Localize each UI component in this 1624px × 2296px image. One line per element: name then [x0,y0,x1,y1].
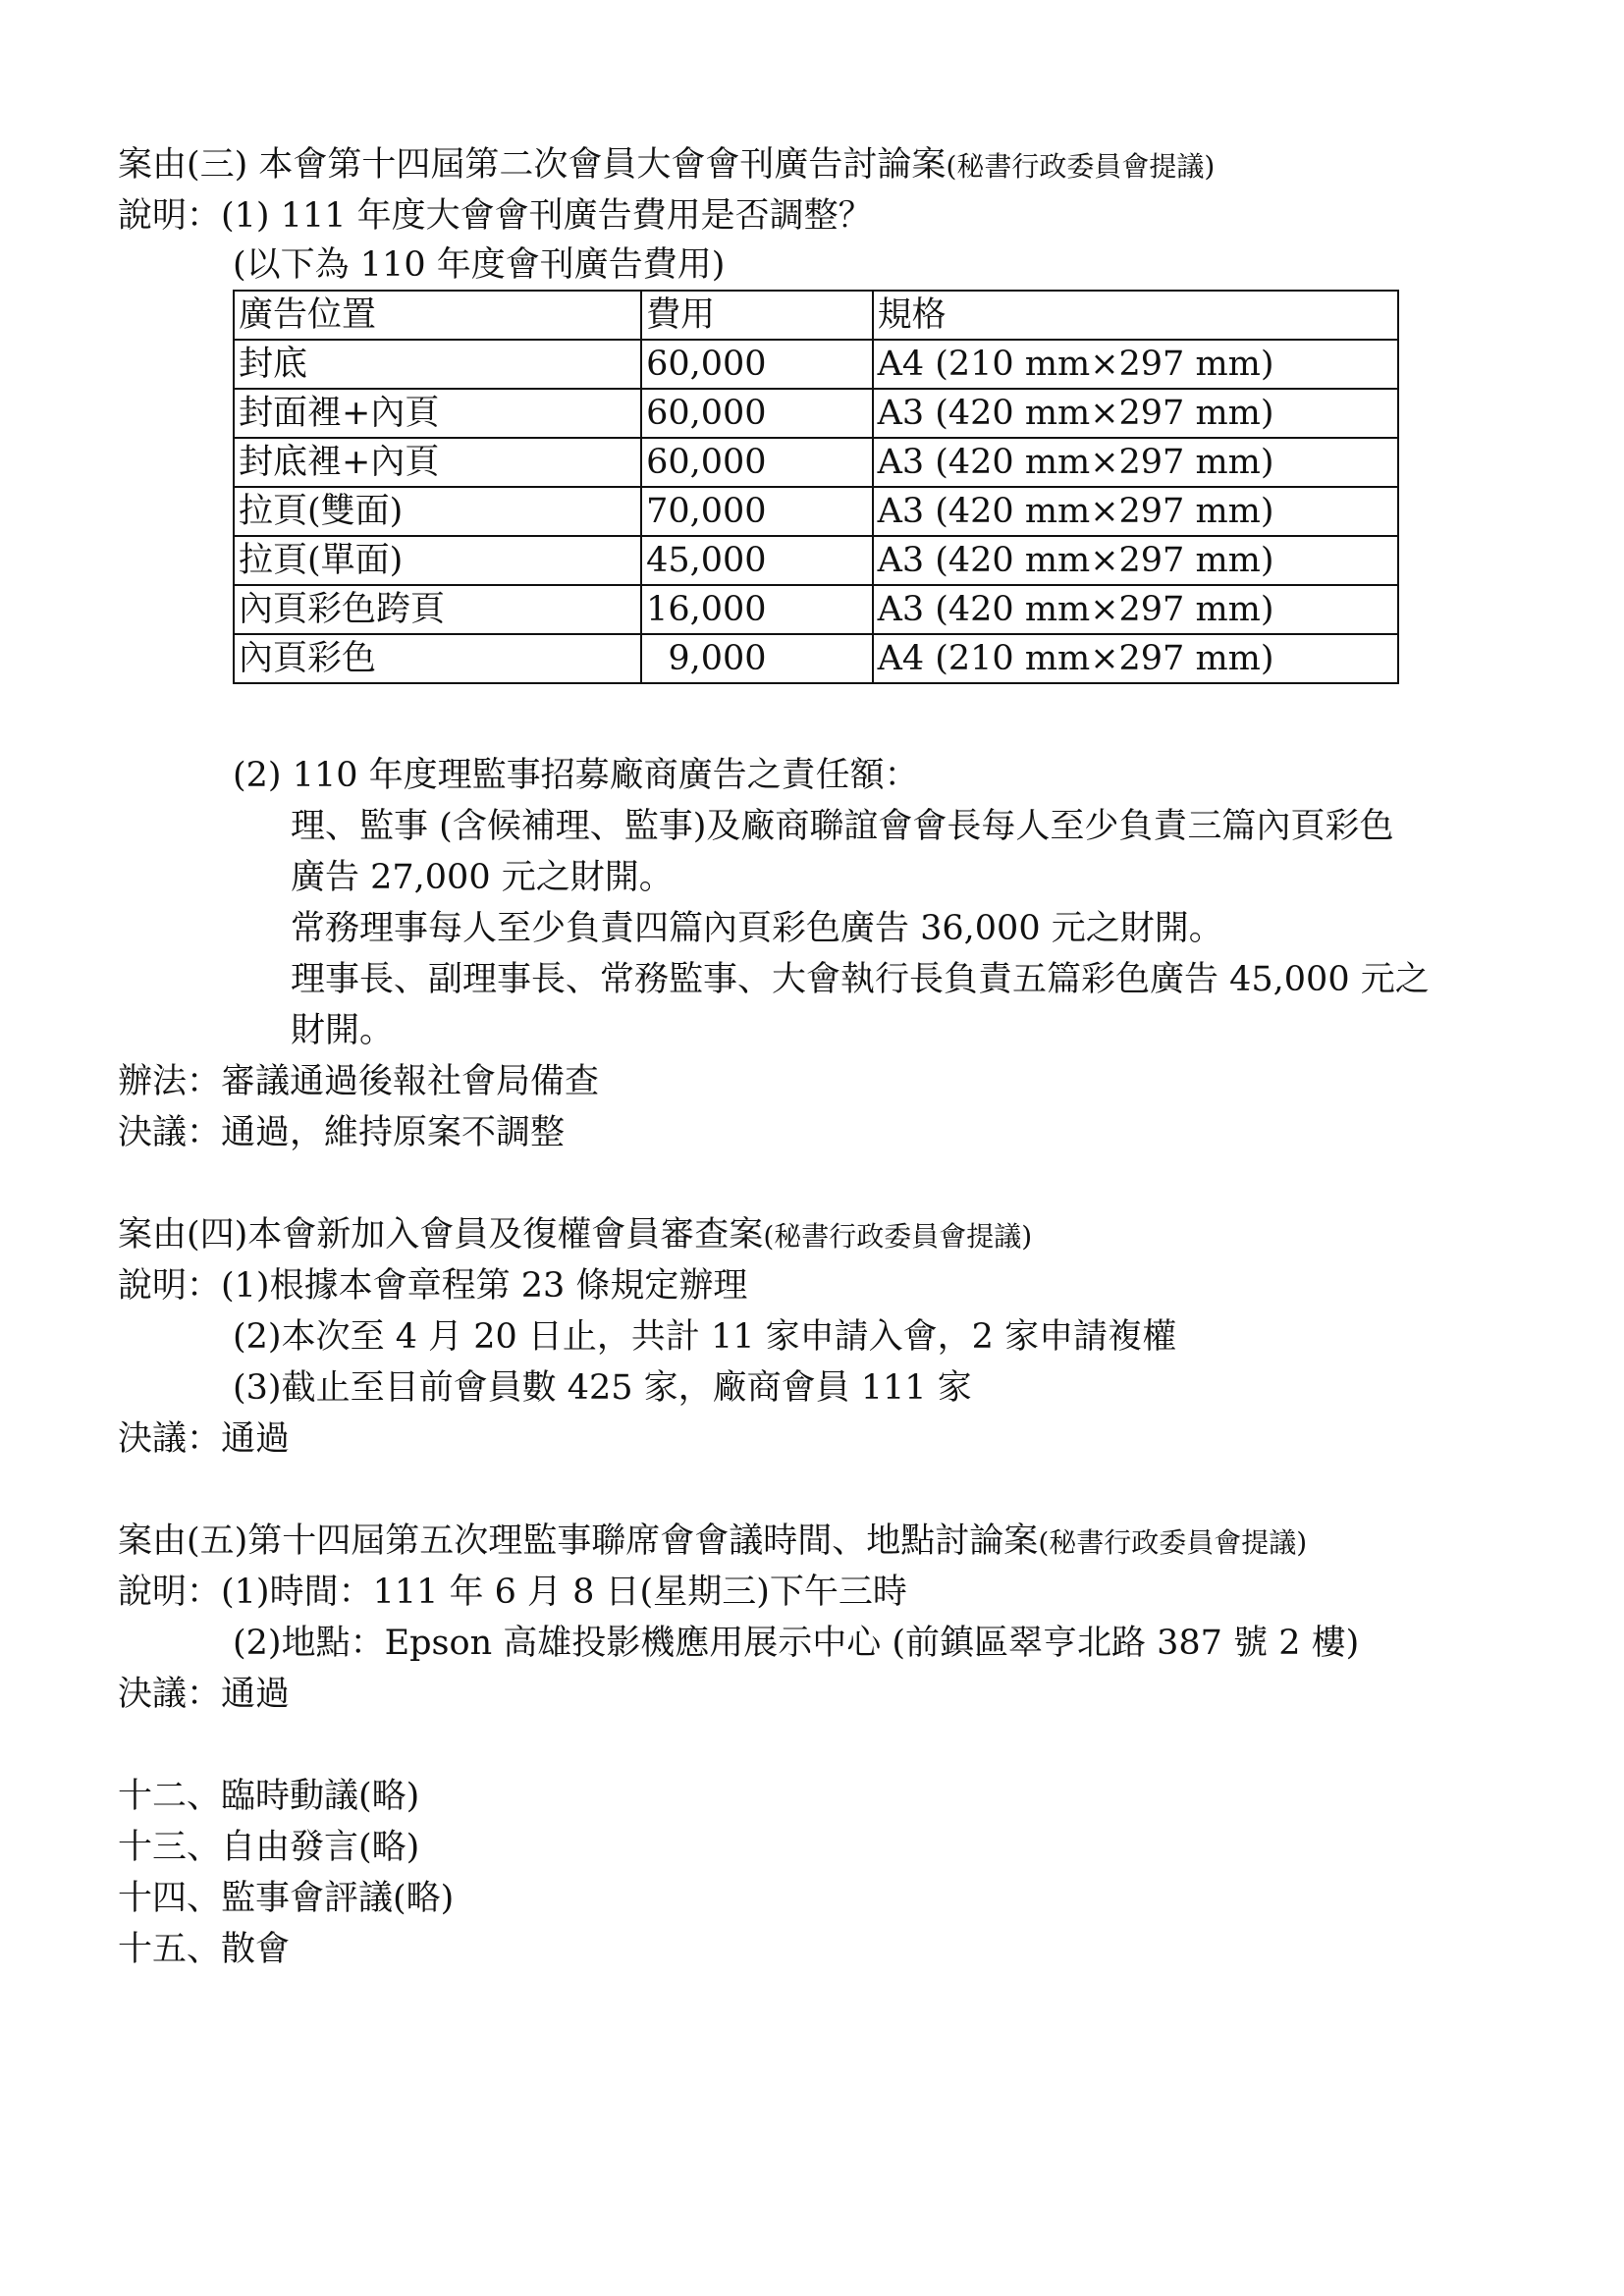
agenda-item: 十三、自由發言(略) [118,1828,420,1867]
table-cell: 封底裡+內頁 [234,438,641,487]
case4-heading [118,1210,1032,1259]
table-cell: 70,000 [641,487,873,536]
table-row [234,536,1398,585]
agenda-item: 十二、臨時動議(略) [118,1777,420,1816]
table-cell: A3 (420 mm×297 mm) [873,487,1398,536]
case4-explain-2: (2)本次至 4 月 20 日止，共計 11 家申請入會，2 家申請複權 [233,1317,1177,1357]
case5-proposer: (秘書行政委員會提議) [1038,1526,1308,1559]
table-cell: 封底 [234,340,641,389]
case3-explain-2: (2) 110 年度理監事招募廠商廣告之責任額： [233,756,919,795]
table-cell: 60,000 [641,389,873,438]
table-row [234,585,1398,634]
case4-explain-1: 說明：(1)根據本會章程第 23 條規定辦理 [118,1266,748,1306]
case4-title: 案由(四)本會新加入會員及復權會員審查案 [118,1215,764,1255]
table-cell: 拉頁(雙面) [234,487,641,536]
case3-table-note: (以下為 110 年度會刊廣告費用) [233,245,726,285]
table-cell: 60,000 [641,438,873,487]
table-row [234,438,1398,487]
table-cell: 16,000 [641,585,873,634]
case4-resolution: 決議：通過 [118,1419,291,1459]
table-cell: 9,000 [641,634,873,683]
header-cell: 廣告位置 [234,291,641,340]
header-cell: 費用 [641,291,873,340]
table-cell: A3 (420 mm×297 mm) [873,438,1398,487]
case3-explain-2-line: 廣告 27,000 元之財開。 [291,858,674,897]
table-cell: A3 (420 mm×297 mm) [873,536,1398,585]
table-cell: 內頁彩色 [234,634,641,683]
case3-explain-2-line: 理事長、副理事長、常務監事、大會執行長負責五篇彩色廣告 45,000 元之 [291,960,1430,999]
case3-title: 案由(三) 本會第十四屆第二次會員大會會刊廣告討論案 [118,145,947,185]
case5-explain-2: (2)地點：Epson 高雄投影機應用展示中心 (前鎮區翠亨北路 387 號 2 樓) [233,1624,1360,1663]
table-header-row [234,291,1398,340]
table-row [234,389,1398,438]
case3-resolution: 決議：通過，維持原案不調整 [118,1113,566,1152]
table-row [234,340,1398,389]
agenda-item: 十五、散會 [118,1930,291,1969]
header-cell: 規格 [873,291,1398,340]
table-cell: 60,000 [641,340,873,389]
table-cell: 內頁彩色跨頁 [234,585,641,634]
case5-heading [118,1517,1307,1566]
ad-fee-table [233,290,1399,684]
case3-explain-2-line: 常務理事每人至少負責四篇內頁彩色廣告 36,000 元之財開。 [291,909,1223,948]
table-row [234,634,1398,683]
table-cell: A3 (420 mm×297 mm) [873,585,1398,634]
table-cell: A4 (210 mm×297 mm) [873,634,1398,683]
case5-explain-1: 說明：(1)時間：111 年 6 月 8 日(星期三)下午三時 [118,1573,907,1612]
table-cell: 封面裡+內頁 [234,389,641,438]
case3-explain-1: 說明：(1) 111 年度大會會刊廣告費用是否調整？ [118,196,873,236]
table-row [234,487,1398,536]
case5-resolution: 決議：通過 [118,1675,291,1714]
table-cell: 拉頁(單面) [234,536,641,585]
table-cell: A3 (420 mm×297 mm) [873,389,1398,438]
table-cell: 45,000 [641,536,873,585]
case3-explain-2-line: 理、監事 (含候補理、監事)及廠商聯誼會會長每人至少負責三篇內頁彩色 [291,807,1394,846]
agenda-item: 十四、監事會評議(略) [118,1879,455,1918]
case4-proposer: (秘書行政委員會提議) [763,1220,1033,1253]
case5-title: 案由(五)第十四屆第五次理監事聯席會會議時間、地點討論案 [118,1522,1039,1561]
case3-proposer: (秘書行政委員會提議) [946,150,1216,183]
case3-method: 辦法：審議通過後報社會局備查 [118,1062,600,1101]
table-cell: A4 (210 mm×297 mm) [873,340,1398,389]
case3-explain-2-line: 財開。 [291,1011,395,1050]
case3-heading [118,140,1215,189]
case4-explain-3: (3)截止至目前會員數 425 家，廠商會員 111 家 [233,1368,972,1408]
